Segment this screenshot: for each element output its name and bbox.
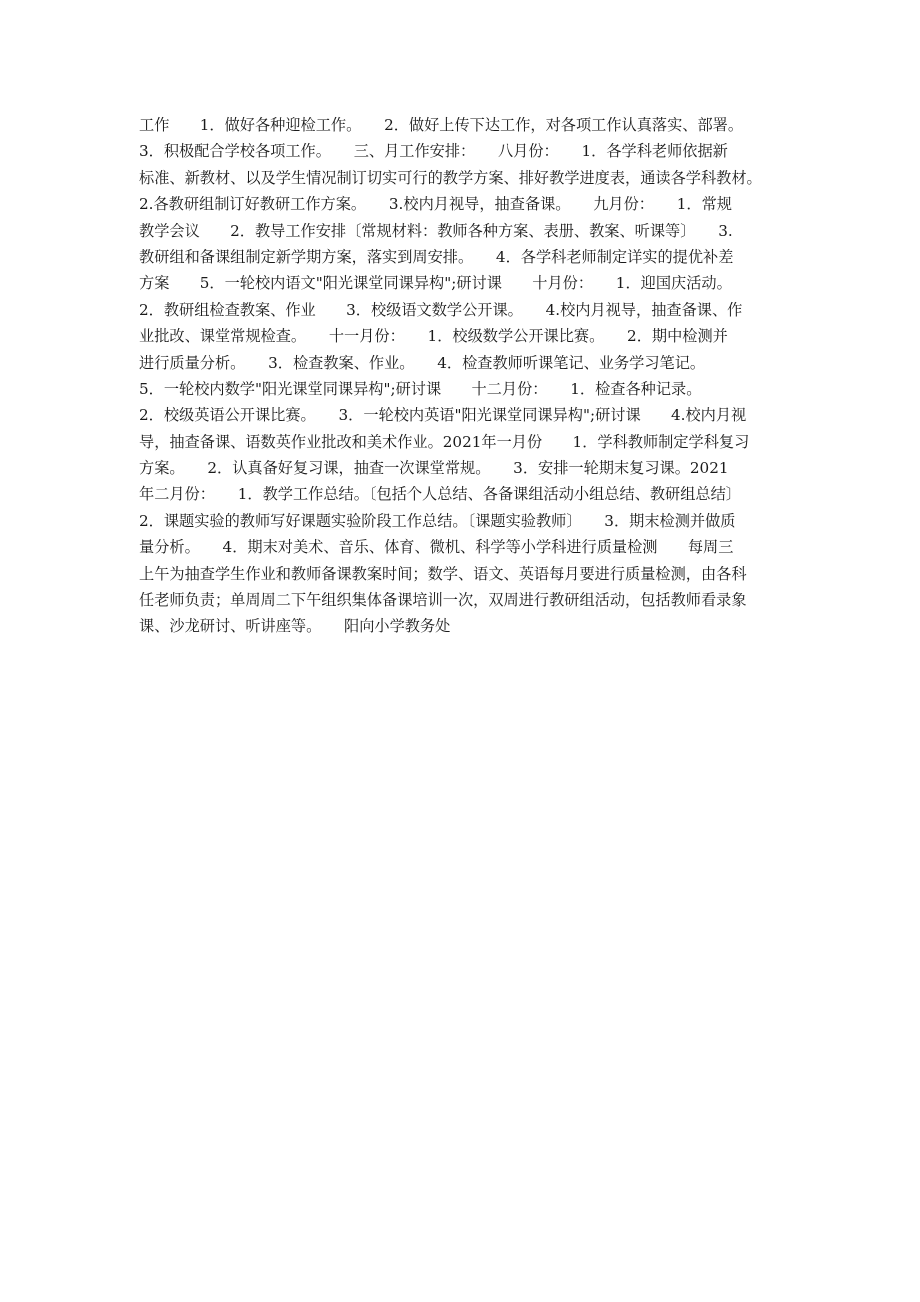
document-body	[139, 112, 801, 640]
text-line: 教学会议 2．教导工作安排〔常规材料：教师各种方案、表册、教案、听课等〕 3.	[139, 221, 733, 240]
text-line: 教研组和备课组制定新学期方案，落实到周安排。 4．各学科老师制定详实的提优补差	[139, 247, 734, 266]
text-line: 标准、新教材、以及学生情况制订切实可行的教学方案、排好教学进度表，通读各学科教材。	[139, 168, 762, 187]
text-line: 业批改、课堂常规检查。 十一月份： 1．校级数学公开课比赛。 2．期中检测并	[139, 327, 728, 346]
text-line: 2．校级英语公开课比赛。 3．一轮校内英语"阳光课堂同课异构";研讨课 4.校内月视	[139, 406, 747, 425]
text-line: 2.各教研组制订好教研工作方案。 3.校内月视导，抽查备课。 九月份： 1．常规	[139, 195, 732, 214]
text-line: 量分析。 4．期末对美术、音乐、体育、微机、科学等小学科进行质量检测 每周三	[139, 538, 734, 557]
text-line: 5．一轮校内数学"阳光课堂同课异构";研讨课 十二月份： 1．检查各种记录。	[139, 379, 702, 398]
text-line: 上午为抽查学生作业和教师备课教案时间；数学、语文、英语每月要进行质量检测，由各科	[139, 564, 747, 583]
text-line: 年二月份： 1．教学工作总结。〔包括个人总结、各备课组活动小组总结、教研组总结〕	[139, 485, 741, 504]
text-line: 3．积极配合学校各项工作。 三、月工作安排： 八月份： 1．各学科老师依据新	[139, 142, 728, 161]
text-line: 2．教研组检查教案、作业 3．校级语文数学公开课。 4.校内月视导，抽查备课、作	[139, 300, 743, 319]
text-line: 课、沙龙研讨、听讲座等。 阳向小学教务处	[139, 617, 451, 636]
text-line: 进行质量分析。 3．检查教案、作业。 4．检查教师听课笔记、业务学习笔记。	[139, 353, 706, 372]
text-line: 2．课题实验的教师写好课题实验阶段工作总结。〔课题实验教师〕 3．期末检测并做质	[139, 511, 736, 530]
text-line: 工作 1．做好各种迎检工作。 2．做好上传下达工作，对各项工作认真落实、部署。	[139, 116, 744, 134]
text-line: 任老师负责；单周周二下午组织集体备课培训一次，双周进行教研组活动，包括教师看录象	[139, 591, 747, 610]
text-line: 方案 5．一轮校内语文"阳光课堂同课异构";研讨课 十月份： 1．迎国庆活动。	[139, 274, 732, 293]
text-line: 方案。 2．认真备好复习课，抽查一次课堂常规。 3．安排一轮期末复习课。2021	[139, 459, 729, 478]
text-line: 导，抽查备课、语数英作业批改和美术作业。2021年一月份 1．学科教师制定学科复习	[139, 432, 750, 451]
